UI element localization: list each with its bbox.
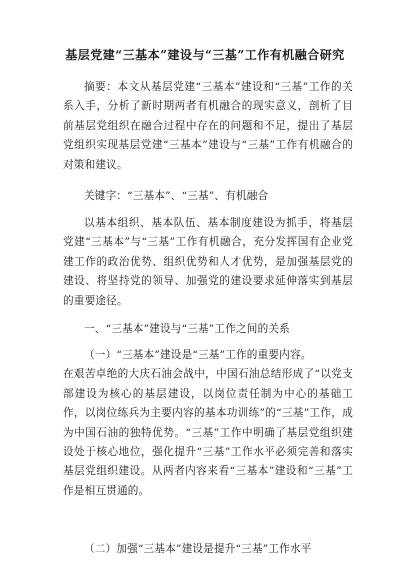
abstract-text: 摘要：本文从基层党建“三基本”建设和“三基”工作的关系入手，分析了新时期两者有机融合的现实意义，剖析了目前基层党组织在融合过程中存在的问题和不足，提出了基层党组织实现基层党建“三基本”建设与“三基”工作有机融合的对策和建议。 xyxy=(63,81,353,171)
document-title: 基层党建“三基本”建设与“三基”工作有机融合研究 xyxy=(65,48,345,62)
section-heading xyxy=(63,320,353,339)
intro-paragraph xyxy=(63,214,353,311)
keywords-paragraph xyxy=(63,187,353,206)
subsection-1 xyxy=(63,346,353,501)
subsection-2 xyxy=(63,540,353,559)
subsection2-heading: （二）加强“三基本”建设是提升“三基”工作水平 xyxy=(84,543,312,555)
intro-text: 以基本组织、基本队伍、基本制度建设为抓手，将基层党建“三基本”与“三基”工作有机融合，充分发挥国有企业党建工作的政治优势、组织优势和人才优势，是加强基层党的建设、将坚持党的领导、加强党的建设要求延伸落实到基层的重要途径。 xyxy=(63,217,353,307)
section1-heading: 一、“三基本”建设与“三基”工作之间的关系 xyxy=(84,323,290,335)
abstract-paragraph xyxy=(63,78,353,175)
subsection1-body: 在艰苦卓绝的大庆石油会战中，中国石油总结形成了“以党支部建设为核心的基层建设，以岗位责任制为中心的基础工作，以岗位练兵为主要内容的基本功训练”的“三基”工作，成为中国石油的独特优势。“三基”工作中明确了基层党组织建设处于核心地位，强化提升“三基”工作水平必须完善和落实基层党组织建设。从两者内容来看“三基本”建设和“三基”工作是相互贯通的。 xyxy=(63,368,353,497)
keywords-text: 关键字：“三基本”、“三基”、有机融合 xyxy=(84,190,269,202)
subsection1-heading: （一）“三基本”建设是“三基”工作的重要内容。 xyxy=(84,349,312,361)
